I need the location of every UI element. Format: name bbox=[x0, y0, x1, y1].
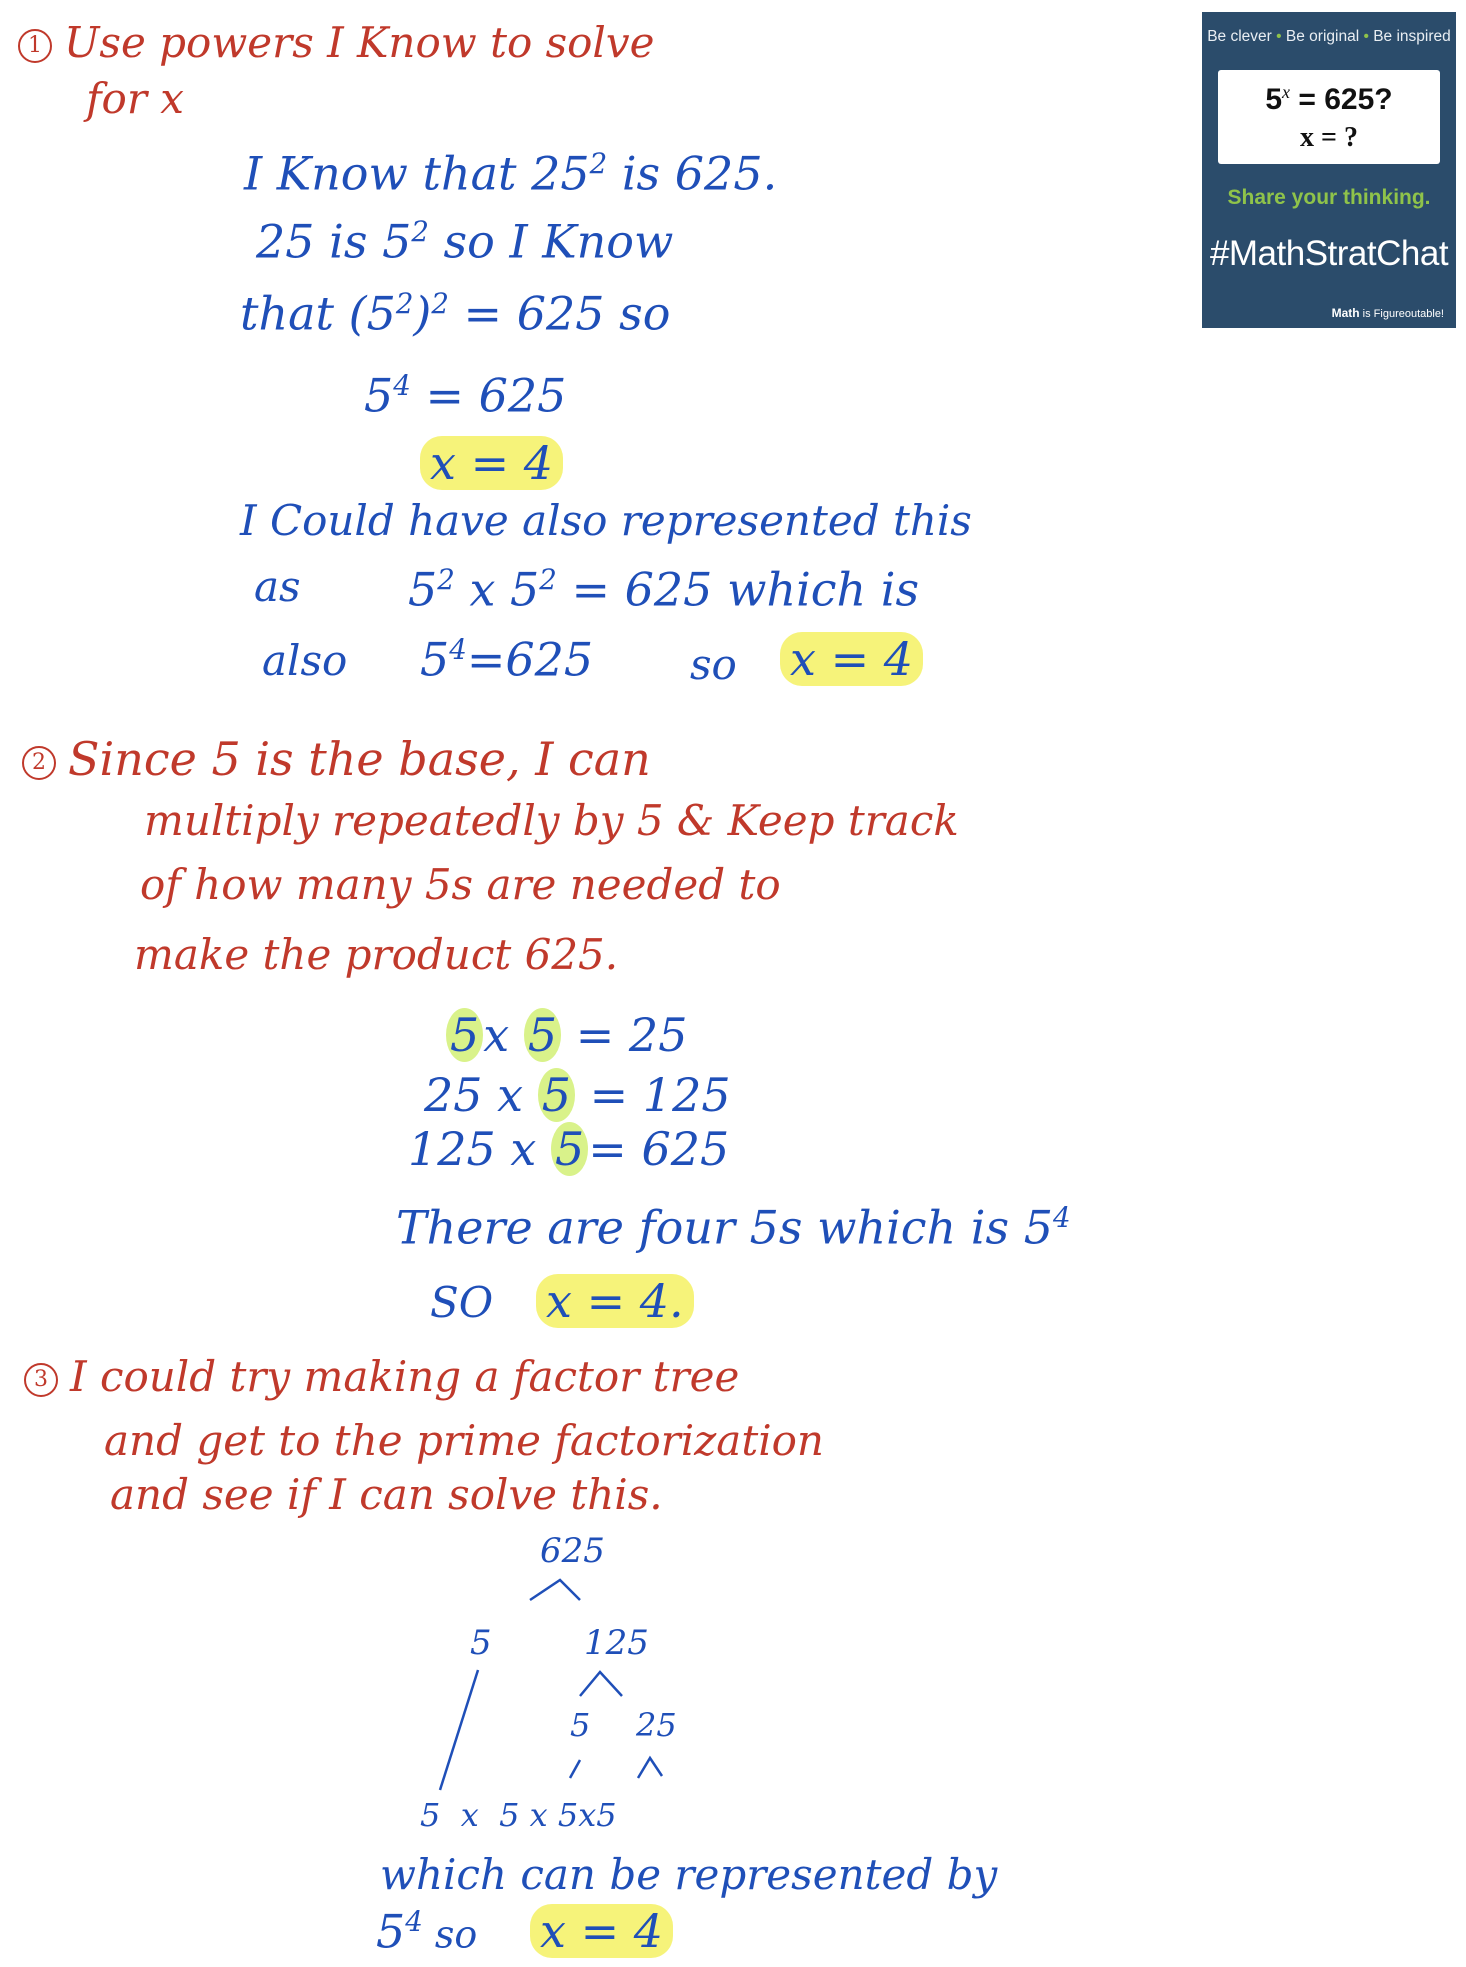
s1-so: so bbox=[690, 640, 737, 689]
tree-root: 625 bbox=[540, 1531, 605, 1571]
s1-line4-a: 5 bbox=[364, 368, 394, 423]
s1-line1-c: is 625. bbox=[607, 146, 778, 201]
s1-line3-exp-outer: 2 bbox=[431, 287, 449, 320]
problem-equation bbox=[1218, 82, 1440, 117]
dot-icon: • bbox=[1276, 28, 1282, 45]
s2-calc3-a: 125 x bbox=[408, 1122, 551, 1176]
s3-conclusion2-c: so bbox=[422, 1912, 478, 1957]
s2-calc1-d: = 25 bbox=[561, 1008, 688, 1062]
s1-line4-exp: 4 bbox=[393, 369, 411, 402]
s1-alt-as: as bbox=[254, 562, 301, 611]
s2-calc1 bbox=[446, 1008, 688, 1062]
tagline-original: Be original bbox=[1285, 28, 1360, 45]
tree-branch-left bbox=[440, 1670, 478, 1790]
section1-number: 1 bbox=[18, 29, 52, 63]
s1-line3-c: = 625 so bbox=[448, 286, 671, 341]
tree-branch-rr bbox=[638, 1758, 662, 1778]
equation-exponent: x bbox=[1282, 82, 1291, 102]
section1-heading bbox=[18, 18, 655, 67]
s1-alt-eq bbox=[408, 562, 920, 617]
s1-line2 bbox=[256, 214, 674, 269]
section3-line1 bbox=[24, 1352, 740, 1401]
section2-number: 2 bbox=[22, 746, 56, 780]
s1-also-eq-b: 4 bbox=[449, 633, 467, 666]
s1-line3 bbox=[240, 286, 671, 341]
s1-alt-eq-e: = 625 which is bbox=[556, 562, 920, 617]
s2-answer bbox=[536, 1274, 694, 1328]
s2-calc3-b: 5 bbox=[551, 1122, 588, 1176]
s1-answer1 bbox=[420, 436, 563, 490]
s2-summary-a: There are four 5s which is 5 bbox=[396, 1200, 1054, 1255]
s1-alt-eq-d: 2 bbox=[539, 563, 557, 596]
s1-also-eq-a: 5 bbox=[420, 632, 450, 687]
tagline-clever: Be clever bbox=[1207, 28, 1272, 45]
section3-line2: and get to the prime factorization bbox=[104, 1416, 824, 1465]
section3-number: 3 bbox=[24, 1363, 58, 1397]
s1-alt-eq-c: x 5 bbox=[454, 562, 540, 617]
logo-rest: is Figureoutable! bbox=[1359, 308, 1444, 320]
math-figureoutable-logo bbox=[1332, 306, 1444, 320]
s2-calc2-c: = 125 bbox=[575, 1068, 731, 1122]
dot-icon: • bbox=[1363, 28, 1369, 45]
tree-branch-rl bbox=[570, 1760, 580, 1778]
tree-branch-right bbox=[580, 1672, 622, 1696]
s3-answer bbox=[530, 1904, 673, 1958]
section1-heading-line2: for x bbox=[86, 74, 184, 123]
problem-question: x = ? bbox=[1300, 122, 1358, 153]
s1-answer1-highlight: x = 4 bbox=[420, 436, 563, 490]
tree-branch-root bbox=[530, 1580, 580, 1600]
s1-line3-exp-inner: 2 bbox=[395, 287, 414, 320]
problem-card bbox=[1218, 70, 1440, 164]
s1-line3-a: that (5 bbox=[240, 286, 396, 341]
s2-summary-exp: 4 bbox=[1053, 1201, 1071, 1234]
s1-line1-a: I Know that 25 bbox=[244, 146, 590, 201]
s2-so: SO bbox=[430, 1278, 494, 1327]
logo-main: Math bbox=[1331, 306, 1360, 320]
s2-calc1-a: 5 bbox=[446, 1008, 483, 1062]
section3-line3: and see if I can solve this. bbox=[110, 1470, 663, 1519]
equation-rest: = 625? bbox=[1290, 83, 1393, 116]
s1-also-eq bbox=[420, 632, 594, 687]
section2-line1-text: Since 5 is the base, I can bbox=[68, 732, 651, 786]
s1-answer2-highlight: x = 4 bbox=[780, 632, 923, 686]
s1-also: also bbox=[262, 636, 348, 685]
share-text: Share your thinking. bbox=[1227, 186, 1431, 209]
s1-line1 bbox=[244, 146, 778, 201]
s2-calc3-c: = 625 bbox=[588, 1122, 730, 1176]
s1-answer2 bbox=[780, 632, 923, 686]
section1-heading-line1: Use powers I Know to solve bbox=[64, 18, 655, 67]
s1-line1-exp: 2 bbox=[589, 147, 608, 180]
s2-calc2 bbox=[424, 1068, 731, 1122]
s2-calc2-b: 5 bbox=[538, 1068, 575, 1122]
s2-calc2-a: 25 x bbox=[424, 1068, 538, 1122]
s1-alt-eq-a: 5 bbox=[408, 562, 438, 617]
section2-line1 bbox=[22, 732, 651, 786]
s1-alt-eq-b: 2 bbox=[437, 563, 455, 596]
s1-line3-paren: ) bbox=[413, 286, 432, 341]
s2-summary bbox=[396, 1200, 1071, 1255]
s2-calc1-c: 5 bbox=[524, 1008, 561, 1062]
s1-alt-line1: I Could have also represented this bbox=[240, 496, 972, 545]
s2-calc3 bbox=[408, 1122, 730, 1176]
section2-line4: make the product 625. bbox=[134, 930, 619, 979]
section3-line1-text: I could try making a factor tree bbox=[70, 1352, 740, 1401]
hashtag: #MathStratChat bbox=[1209, 234, 1449, 273]
s3-conclusion2-exp: 4 bbox=[405, 1905, 423, 1938]
tree-right: 125 bbox=[584, 1623, 649, 1663]
tree-rl: 5 bbox=[570, 1706, 591, 1744]
s2-answer-highlight: x = 4. bbox=[536, 1274, 694, 1328]
equation-base: 5 bbox=[1265, 83, 1283, 116]
s3-conclusion1: which can be represented by bbox=[380, 1850, 998, 1899]
section2-line2: multiply repeatedly by 5 & Keep track bbox=[144, 796, 959, 845]
section2-line3: of how many 5s are needed to bbox=[140, 860, 781, 909]
factor-tree bbox=[400, 1520, 860, 1840]
s1-also-eq-c: =625 bbox=[466, 632, 594, 687]
s2-calc1-b: x bbox=[483, 1008, 524, 1062]
s1-line4 bbox=[364, 368, 567, 423]
tree-rr: 25 bbox=[636, 1706, 677, 1744]
s1-line2-a: 25 is 5 bbox=[256, 214, 412, 269]
s1-line4-c: = 625 bbox=[410, 368, 567, 423]
s1-line2-c: so I Know bbox=[428, 214, 674, 269]
tagline-inspired: Be inspired bbox=[1373, 28, 1451, 45]
banner-tagline bbox=[1202, 28, 1456, 46]
s3-answer-highlight: x = 4 bbox=[530, 1904, 673, 1958]
s3-conclusion2 bbox=[376, 1904, 478, 1959]
tree-left: 5 bbox=[470, 1623, 492, 1663]
math-strat-chat-banner bbox=[1202, 12, 1456, 328]
s3-conclusion2-a: 5 bbox=[376, 1904, 406, 1959]
tree-bottom: 5 x 5 x 5x5 bbox=[420, 1796, 617, 1834]
s1-line2-exp: 2 bbox=[411, 215, 429, 248]
